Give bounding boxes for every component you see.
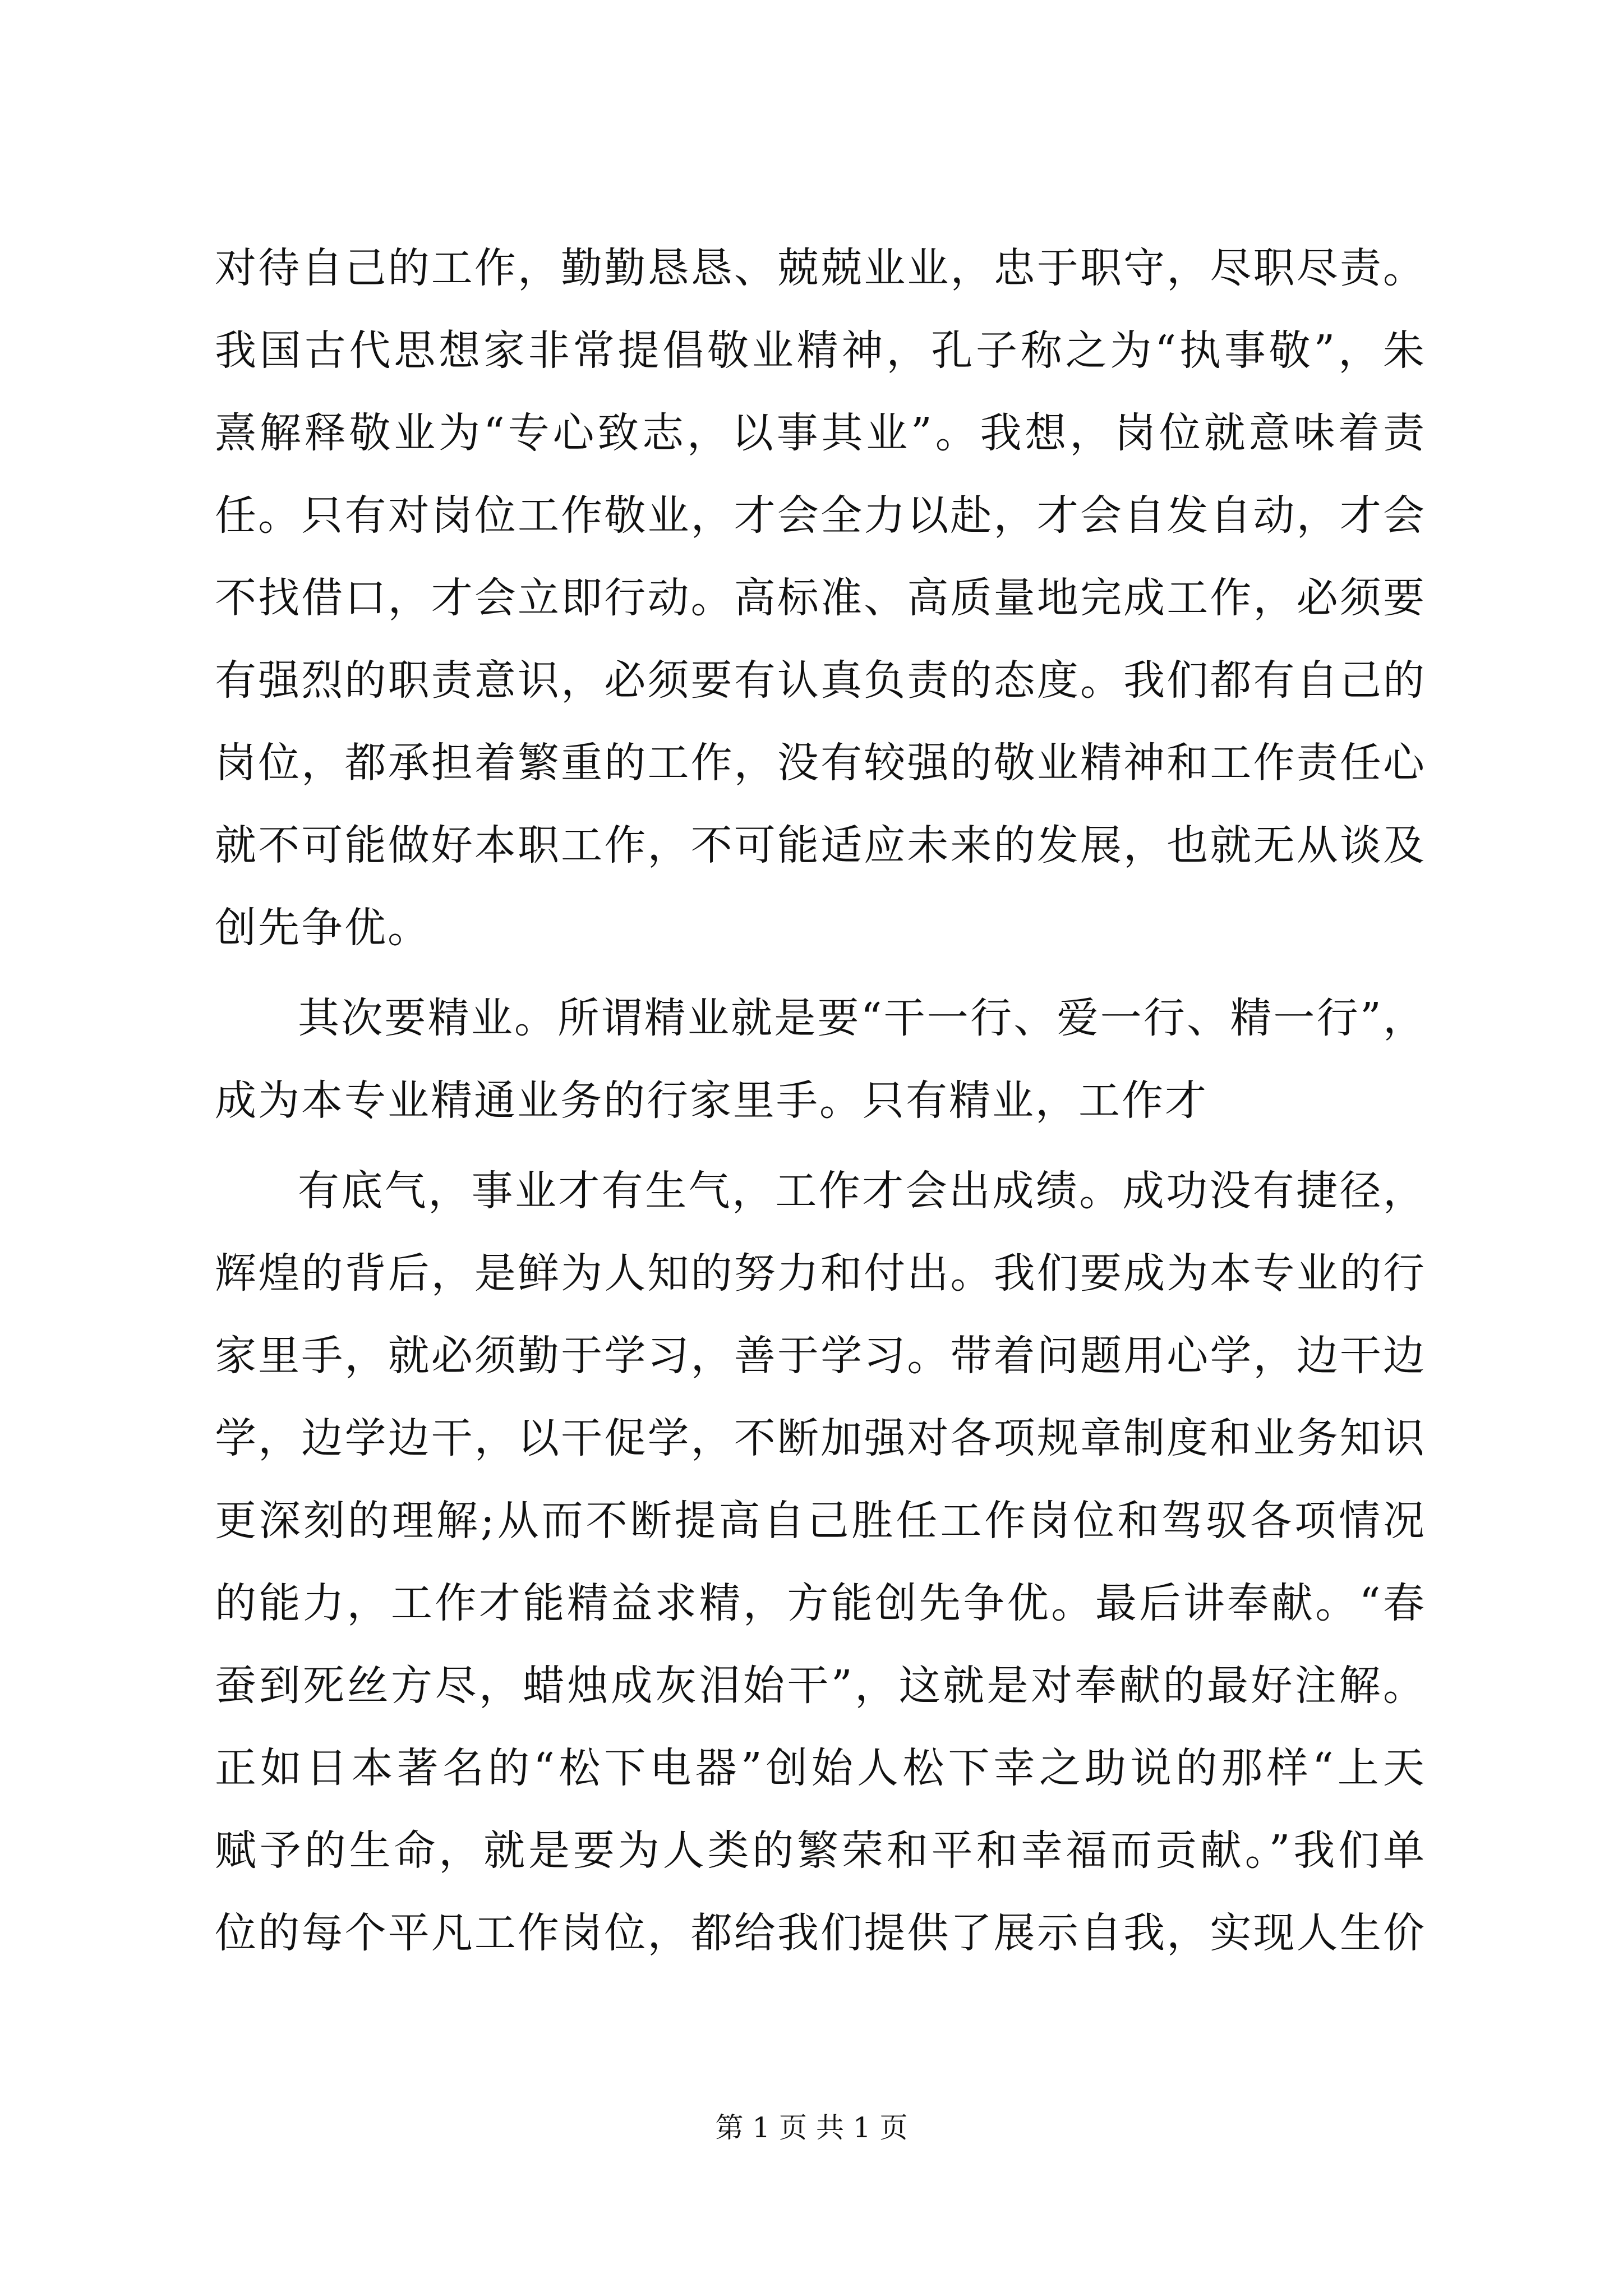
text-line: 有强烈的职责意识，必须要有认真负责的态度。我们都有自己的 [215,656,1426,705]
text-line: 不找借口，才会立即行动。高标准、高质量地完成工作，必须要 [215,574,1426,622]
paragraph-first-line: 其次要精业。所谓精业就是要“干一行、爱一行、精一行”， [298,994,1426,1042]
text-line: 成为本专业精通业务的行家里手。只有精业，工作才 [215,1076,1208,1125]
text-line: 学，边学边干，以干促学，不断加强对各项规章制度和业务知识 [215,1414,1426,1462]
text-line: 正如日本著名的“松下电器”创始人松下幸之助说的那样“上天 [215,1744,1426,1792]
text-line: 更深刻的理解;从而不断提高自己胜任工作岗位和驾驭各项情况 [215,1497,1426,1545]
document-body [215,227,1426,1975]
text-line: 位的每个平凡工作岗位，都给我们提供了展示自我，实现人生价 [215,1909,1426,1957]
text-line: 我国古代思想家非常提倡敬业精神，孔子称之为“执事敬”，朱 [215,326,1426,375]
paragraph-first-line: 有底气，事业才有生气，工作才会出成绩。成功没有捷径， [298,1167,1426,1215]
text-line: 蚕到死丝方尽，蜡烛成灰泪始干”，这就是对奉献的最好注解。 [215,1662,1426,1710]
text-line: 赋予的生命，就是要为人类的繁荣和平和幸福而贡献。”我们单 [215,1826,1426,1875]
page-footer [0,2108,1623,2147]
text-line: 创先争优。 [215,904,431,952]
text-line: 家里手，就必须勤于学习，善于学习。带着问题用心学，边干边 [215,1332,1426,1380]
text-line: 任。只有对岗位工作敬业，才会全力以赴，才会自发自动，才会 [215,491,1426,540]
text-line: 岗位，都承担着繁重的工作，没有较强的敬业精神和工作责任心 [215,739,1426,787]
page-number-label: 第 1 页 共 1 页 [715,2111,908,2144]
text-line: 的能力，工作才能精益求精，方能创先争优。最后讲奉献。“春 [215,1579,1426,1627]
text-line: 辉煌的背后，是鲜为人知的努力和付出。我们要成为本专业的行 [215,1249,1426,1297]
text-line: 就不可能做好本职工作，不可能适应未来的发展，也就无从谈及 [215,821,1426,869]
text-line: 熹解释敬业为“专心致志，以事其业”。我想，岗位就意味着责 [215,409,1426,457]
text-line: 对待自己的工作，勤勤恳恳、兢兢业业，忠于职守，尽职尽责。 [215,244,1426,292]
